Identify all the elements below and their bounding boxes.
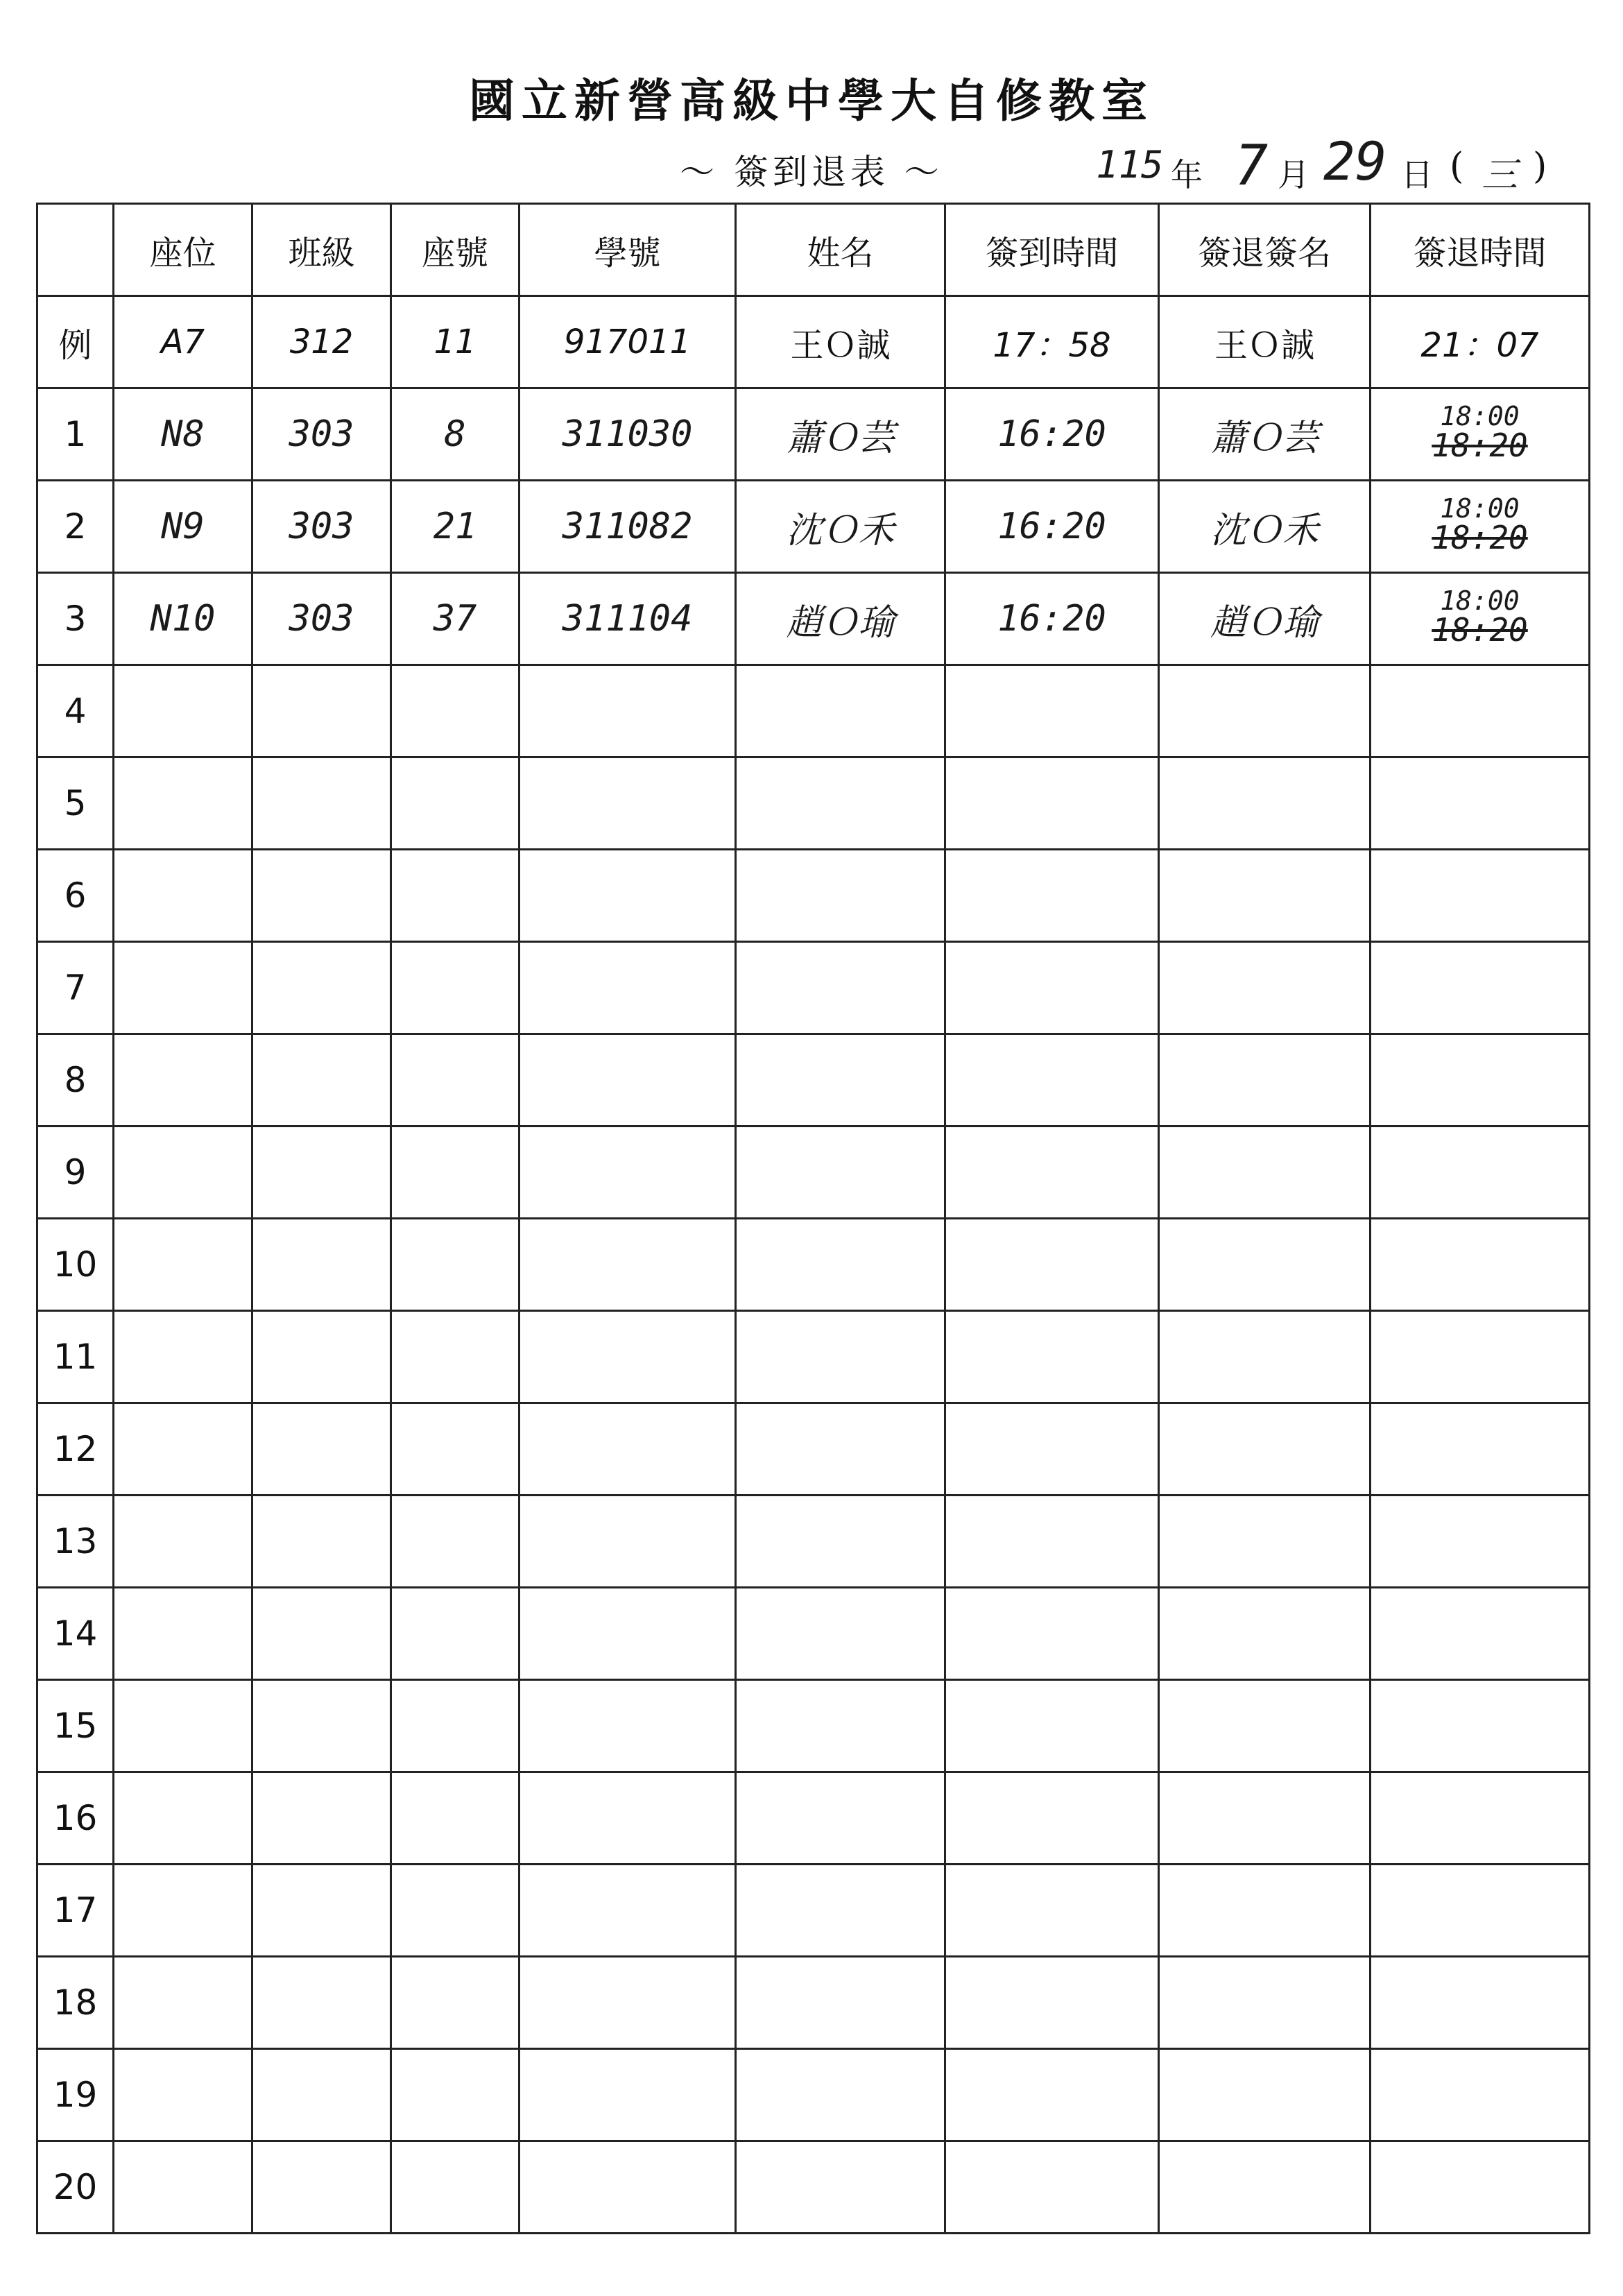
row-sign-out-time — [1371, 1496, 1590, 1588]
month-label: 月 — [1278, 156, 1309, 194]
row-sign-out-signature — [1159, 1034, 1371, 1126]
row-seat — [114, 1403, 252, 1496]
col-header-student-id: 學號 — [519, 204, 736, 296]
row-seat — [114, 1957, 252, 2049]
row-class — [252, 1219, 391, 1311]
row-sign-in-time — [945, 1680, 1159, 1772]
row-number: 4 — [37, 665, 114, 757]
row-name — [736, 1957, 945, 2049]
row-class — [252, 1496, 391, 1588]
row-sign-in-time — [945, 850, 1159, 942]
row-name — [736, 1403, 945, 1496]
row-student-id — [519, 1772, 736, 1865]
row-number: 3 — [37, 573, 114, 665]
row-class: 303 — [252, 481, 391, 573]
row-seat-number: 37 — [391, 573, 519, 665]
table-row — [37, 1311, 1590, 1403]
row-seat: N9 — [114, 481, 252, 573]
row-number: 13 — [37, 1496, 114, 1588]
row-student-id — [519, 2141, 736, 2234]
weekday-close-paren: ) — [1533, 146, 1547, 187]
row-number: 11 — [37, 1311, 114, 1403]
row-seat — [114, 665, 252, 757]
example-row — [37, 296, 1590, 388]
row-sign-out-signature: 沈Ｏ禾 — [1159, 481, 1371, 573]
row-sign-out-signature — [1159, 1219, 1371, 1311]
table-row — [37, 1680, 1590, 1772]
row-sign-out-time — [1371, 1403, 1590, 1496]
row-number: 17 — [37, 1865, 114, 1957]
row-student-id — [519, 2049, 736, 2141]
row-sign-out-signature — [1159, 1772, 1371, 1865]
row-seat — [114, 2141, 252, 2234]
struck-sign-out-time: 18:20 — [1432, 427, 1528, 464]
row-sign-out-time — [1371, 757, 1590, 850]
row-name — [736, 1772, 945, 1865]
row-name — [736, 1496, 945, 1588]
row-name — [736, 1219, 945, 1311]
row-seat-number — [391, 1865, 519, 1957]
row-sign-out-time — [1371, 1957, 1590, 2049]
row-seat — [114, 942, 252, 1034]
row-sign-in-time — [945, 757, 1159, 850]
row-seat-number — [391, 1957, 519, 2049]
row-sign-in-time — [945, 1957, 1159, 2049]
struck-sign-out-time: 18:20 — [1432, 519, 1528, 556]
row-student-id: 311104 — [519, 573, 736, 665]
row-seat-number — [391, 1680, 519, 1772]
row-class — [252, 1034, 391, 1126]
row-student-id — [519, 757, 736, 850]
row-sign-out-signature — [1159, 1403, 1371, 1496]
row-number: 6 — [37, 850, 114, 942]
row-sign-in-time — [945, 665, 1159, 757]
row-number: 8 — [37, 1034, 114, 1126]
row-seat-number — [391, 1588, 519, 1680]
row-number: 2 — [37, 481, 114, 573]
row-sign-in-time: 16:20 — [945, 481, 1159, 573]
row-class — [252, 1772, 391, 1865]
row-seat-number — [391, 1034, 519, 1126]
row-sign-out-time — [1371, 1865, 1590, 1957]
year-label: 年 — [1171, 156, 1203, 194]
row-sign-out-signature — [1159, 1126, 1371, 1219]
row-student-id — [519, 1496, 736, 1588]
date-line — [1096, 130, 1581, 198]
row-class — [252, 1403, 391, 1496]
row-seat — [114, 1588, 252, 1680]
row-seat — [114, 1126, 252, 1219]
row-seat: N10 — [114, 573, 252, 665]
row-sign-out-time — [1371, 1588, 1590, 1680]
sign-out-time-correction — [1432, 495, 1527, 554]
row-sign-out-time — [1371, 1219, 1590, 1311]
row-number: 9 — [37, 1126, 114, 1219]
row-seat-number — [391, 850, 519, 942]
corrected-sign-out-time: 18:00 — [1440, 401, 1520, 431]
table-row — [37, 2049, 1590, 2141]
row-sign-in-time — [945, 1496, 1159, 1588]
header-row — [37, 204, 1590, 296]
row-sign-in-time — [945, 2141, 1159, 2234]
row-sign-out-time — [1371, 1772, 1590, 1865]
row-name — [736, 1126, 945, 1219]
table-row — [37, 573, 1590, 665]
row-student-id — [519, 942, 736, 1034]
weekday-open-paren: ( — [1450, 146, 1464, 187]
row-class — [252, 1588, 391, 1680]
row-sign-out-time — [1371, 942, 1590, 1034]
row-name — [736, 942, 945, 1034]
row-seat — [114, 2049, 252, 2141]
example-name: 王Ｏ誠 — [736, 296, 945, 388]
row-sign-in-time — [945, 1219, 1159, 1311]
corrected-sign-out-time: 18:00 — [1440, 493, 1520, 524]
sign-in-out-table — [36, 203, 1590, 2234]
row-student-id — [519, 1034, 736, 1126]
row-sign-in-time — [945, 1034, 1159, 1126]
row-seat-number — [391, 1496, 519, 1588]
row-sign-out-signature — [1159, 942, 1371, 1034]
example-seat-number: 11 — [391, 296, 519, 388]
table-row — [37, 388, 1590, 481]
table-row — [37, 1957, 1590, 2049]
table-row — [37, 665, 1590, 757]
row-sign-out-time — [1371, 850, 1590, 942]
example-student-id: 917011 — [519, 296, 736, 388]
example-sign-out-signature: 王Ｏ誠 — [1159, 296, 1371, 388]
row-seat — [114, 757, 252, 850]
col-header-sign-in-time: 簽到時間 — [945, 204, 1159, 296]
row-seat — [114, 1772, 252, 1865]
row-sign-out-time — [1371, 1680, 1590, 1772]
row-name — [736, 665, 945, 757]
col-header-class: 班級 — [252, 204, 391, 296]
row-student-id — [519, 1957, 736, 2049]
row-sign-out-time — [1371, 388, 1590, 481]
row-name: 蕭Ｏ芸 — [736, 388, 945, 481]
row-name — [736, 2049, 945, 2141]
col-header-name: 姓名 — [736, 204, 945, 296]
row-seat-number — [391, 1219, 519, 1311]
row-student-id — [519, 1219, 736, 1311]
row-student-id — [519, 850, 736, 942]
row-sign-out-signature — [1159, 1496, 1371, 1588]
table-row — [37, 1588, 1590, 1680]
row-sign-in-time — [945, 1311, 1159, 1403]
row-sign-out-time — [1371, 1126, 1590, 1219]
row-sign-out-time — [1371, 481, 1590, 573]
row-sign-out-time — [1371, 2141, 1590, 2234]
row-student-id — [519, 1588, 736, 1680]
row-sign-in-time: 16:20 — [945, 573, 1159, 665]
row-class — [252, 2049, 391, 2141]
col-header-seat: 座位 — [114, 204, 252, 296]
row-number: 15 — [37, 1680, 114, 1772]
row-seat-number — [391, 1311, 519, 1403]
row-class — [252, 1680, 391, 1772]
row-number: 20 — [37, 2141, 114, 2234]
row-sign-out-signature — [1159, 1957, 1371, 2049]
row-seat-number — [391, 1403, 519, 1496]
example-sign-in-time: 17：58 — [945, 296, 1159, 388]
row-class — [252, 1865, 391, 1957]
table-row — [37, 1865, 1590, 1957]
col-header-seat-number: 座號 — [391, 204, 519, 296]
row-name — [736, 1865, 945, 1957]
row-seat — [114, 1219, 252, 1311]
table-row — [37, 2141, 1590, 2234]
row-sign-out-time — [1371, 1311, 1590, 1403]
row-sign-out-signature — [1159, 757, 1371, 850]
struck-sign-out-time: 18:20 — [1432, 611, 1528, 649]
row-class — [252, 850, 391, 942]
row-seat-number: 8 — [391, 388, 519, 481]
row-sign-in-time — [945, 1126, 1159, 1219]
col-header-sign-out-time: 簽退時間 — [1371, 204, 1590, 296]
row-sign-out-signature — [1159, 1680, 1371, 1772]
row-number: 19 — [37, 2049, 114, 2141]
col-header-row-number — [37, 204, 114, 296]
row-sign-out-signature — [1159, 1311, 1371, 1403]
row-seat — [114, 1034, 252, 1126]
row-number: 5 — [37, 757, 114, 850]
example-sign-out-time: 21：07 — [1371, 296, 1590, 388]
row-student-id — [519, 1865, 736, 1957]
day-value: 29 — [1323, 130, 1387, 192]
table-row — [37, 942, 1590, 1034]
row-number: 1 — [37, 388, 114, 481]
row-number: 10 — [37, 1219, 114, 1311]
row-sign-out-signature — [1159, 2141, 1371, 2234]
day-label: 日 — [1401, 156, 1433, 194]
month-value: 7 — [1235, 133, 1269, 198]
row-sign-out-time — [1371, 2049, 1590, 2141]
row-sign-in-time — [945, 1403, 1159, 1496]
row-sign-out-signature — [1159, 2049, 1371, 2141]
sign-out-time-correction — [1432, 401, 1528, 464]
corrected-sign-out-time: 18:00 — [1440, 585, 1520, 616]
sign-out-time-correction — [1432, 585, 1528, 649]
row-name — [736, 1311, 945, 1403]
row-class — [252, 2141, 391, 2234]
row-sign-out-time — [1371, 573, 1590, 665]
row-sign-in-time — [945, 1772, 1159, 1865]
row-class: 303 — [252, 573, 391, 665]
row-name: 趙Ｏ瑜 — [736, 573, 945, 665]
row-sign-out-signature — [1159, 1588, 1371, 1680]
row-sign-in-time — [945, 2049, 1159, 2141]
year-value: 115 — [1096, 143, 1164, 187]
row-class — [252, 757, 391, 850]
example-seat: A7 — [114, 296, 252, 388]
row-seat-number — [391, 2049, 519, 2141]
row-number: 12 — [37, 1403, 114, 1496]
row-seat-number — [391, 942, 519, 1034]
row-number: 14 — [37, 1588, 114, 1680]
example-class: 312 — [252, 296, 391, 388]
row-name — [736, 1680, 945, 1772]
table-row — [37, 1496, 1590, 1588]
row-student-id — [519, 1126, 736, 1219]
example-label: 例 — [37, 296, 114, 388]
row-seat — [114, 1311, 252, 1403]
row-sign-out-signature: 蕭Ｏ芸 — [1159, 388, 1371, 481]
table-row — [37, 481, 1590, 573]
weekday-value: 三 — [1482, 155, 1518, 196]
row-seat — [114, 1680, 252, 1772]
row-student-id — [519, 1311, 736, 1403]
row-sign-in-time — [945, 1588, 1159, 1680]
table-row — [37, 1403, 1590, 1496]
row-seat — [114, 1496, 252, 1588]
row-seat-number: 21 — [391, 481, 519, 573]
table-row — [37, 757, 1590, 850]
row-seat-number — [391, 2141, 519, 2234]
table-row — [37, 850, 1590, 942]
document-subtitle: ～ 簽到退表 ～ — [680, 152, 943, 192]
row-class — [252, 1126, 391, 1219]
row-class — [252, 942, 391, 1034]
row-name — [736, 1588, 945, 1680]
row-name — [736, 2141, 945, 2234]
row-sign-out-signature — [1159, 1865, 1371, 1957]
row-sign-in-time: 16:20 — [945, 388, 1159, 481]
row-sign-out-signature — [1159, 665, 1371, 757]
row-student-id — [519, 665, 736, 757]
row-sign-out-signature: 趙Ｏ瑜 — [1159, 573, 1371, 665]
row-student-id: 311030 — [519, 388, 736, 481]
document-title: 國立新營高級中學大自修教室 — [469, 74, 1154, 128]
row-seat — [114, 1865, 252, 1957]
row-seat — [114, 850, 252, 942]
row-class — [252, 1957, 391, 2049]
row-sign-out-time — [1371, 665, 1590, 757]
row-name — [736, 850, 945, 942]
row-seat-number — [391, 1126, 519, 1219]
row-seat-number — [391, 1772, 519, 1865]
row-sign-out-signature — [1159, 850, 1371, 942]
row-number: 16 — [37, 1772, 114, 1865]
table-row — [37, 1126, 1590, 1219]
row-student-id — [519, 1403, 736, 1496]
table-row — [37, 1772, 1590, 1865]
row-student-id: 311082 — [519, 481, 736, 573]
row-sign-out-time — [1371, 1034, 1590, 1126]
row-seat-number — [391, 665, 519, 757]
row-name: 沈Ｏ禾 — [736, 481, 945, 573]
row-seat: N8 — [114, 388, 252, 481]
col-header-sign-out-signature: 簽退簽名 — [1159, 204, 1371, 296]
row-class: 303 — [252, 388, 391, 481]
row-name — [736, 1034, 945, 1126]
row-number: 18 — [37, 1957, 114, 2049]
row-student-id — [519, 1680, 736, 1772]
row-number: 7 — [37, 942, 114, 1034]
row-class — [252, 665, 391, 757]
row-seat-number — [391, 757, 519, 850]
row-sign-in-time — [945, 942, 1159, 1034]
table-row — [37, 1219, 1590, 1311]
row-name — [736, 757, 945, 850]
row-class — [252, 1311, 391, 1403]
row-sign-in-time — [945, 1865, 1159, 1957]
table-row — [37, 1034, 1590, 1126]
